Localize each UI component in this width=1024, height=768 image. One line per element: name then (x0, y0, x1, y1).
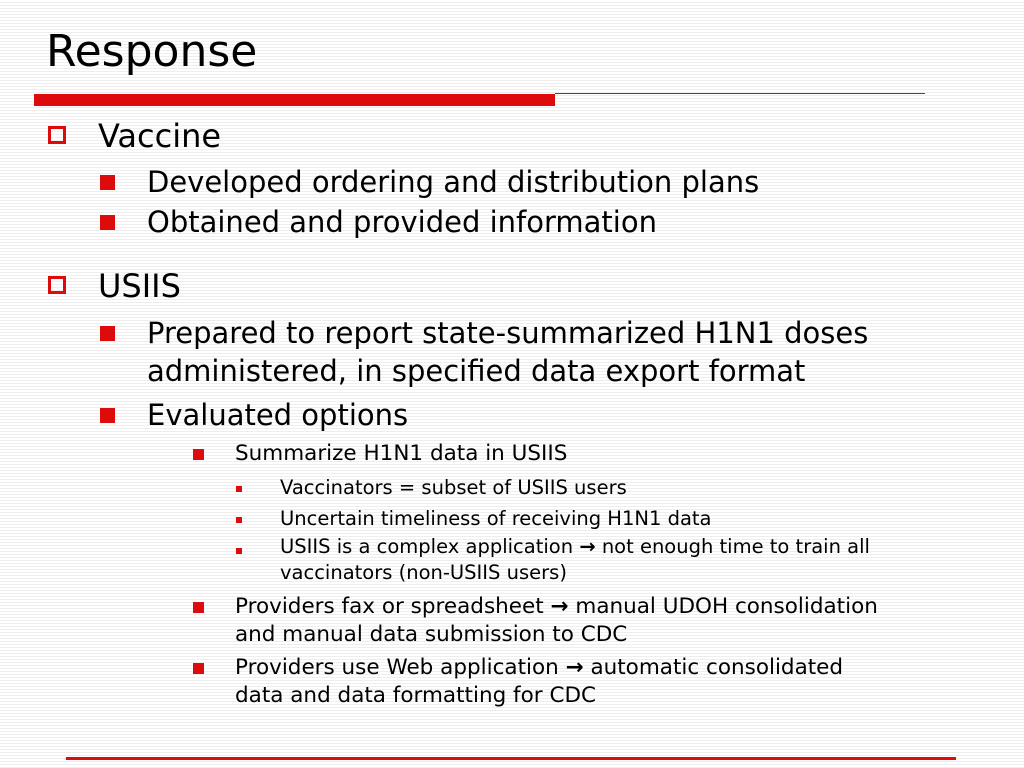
text-part: automatic consolidated (590, 655, 844, 680)
bullet-text-line (280, 534, 870, 560)
bullet-text-line (235, 593, 878, 621)
bullet-text-line: data and data formatting for CDC (235, 683, 597, 708)
bullet-text: USIIS (98, 267, 181, 305)
right-arrow-icon: → (565, 655, 584, 680)
bullet-text-line: vaccinators (non-USIIS users) (280, 561, 567, 584)
bullet-text-line (235, 654, 843, 682)
title-underline-thin (555, 93, 925, 94)
bullet-text-line: Prepared to report state-summarized H1N1 doses (147, 316, 869, 350)
small-square-bullet-icon (236, 486, 242, 492)
filled-square-bullet-icon (100, 175, 115, 190)
hollow-square-bullet-icon (48, 126, 66, 144)
text-part: Providers use Web application (235, 655, 559, 680)
filled-square-bullet-icon (193, 449, 204, 460)
filled-square-bullet-icon (100, 215, 115, 230)
bullet-text-line: and manual data submission to CDC (235, 622, 628, 647)
text-part: not enough time to train all (601, 535, 870, 558)
bullet-text: Obtained and provided information (147, 205, 657, 239)
bullet-text-line: administered, in specified data export format (147, 354, 806, 388)
bullet-text-block (147, 314, 868, 390)
bullet-text: Uncertain timeliness of receiving H1N1 data (280, 507, 712, 530)
bullet-text-block (280, 534, 870, 586)
slide-title: Response (46, 26, 258, 77)
right-arrow-icon: → (550, 594, 569, 619)
small-square-bullet-icon (236, 548, 242, 554)
text-part: USIIS is a complex application (280, 535, 574, 558)
title-underline-thick (34, 94, 555, 106)
small-square-bullet-icon (236, 517, 242, 523)
bullet-text: Developed ordering and distribution plans (147, 165, 760, 199)
filled-square-bullet-icon (100, 408, 115, 423)
bullet-text: Vaccine (98, 117, 222, 155)
bullet-text-block (235, 654, 843, 710)
filled-square-bullet-icon (100, 326, 115, 341)
right-arrow-icon: → (579, 535, 596, 558)
filled-square-bullet-icon (193, 602, 204, 613)
filled-square-bullet-icon (193, 663, 204, 674)
bullet-text: Summarize H1N1 data in USIIS (235, 441, 568, 466)
bullet-text: Evaluated options (147, 398, 409, 432)
bullet-text-block (235, 593, 878, 649)
text-part: manual UDOH consolidation (575, 594, 878, 619)
footer-rule (66, 757, 956, 760)
text-part: Providers fax or spreadsheet (235, 594, 544, 619)
hollow-square-bullet-icon (48, 276, 66, 294)
bullet-text: Vaccinators = subset of USIIS users (280, 476, 627, 499)
